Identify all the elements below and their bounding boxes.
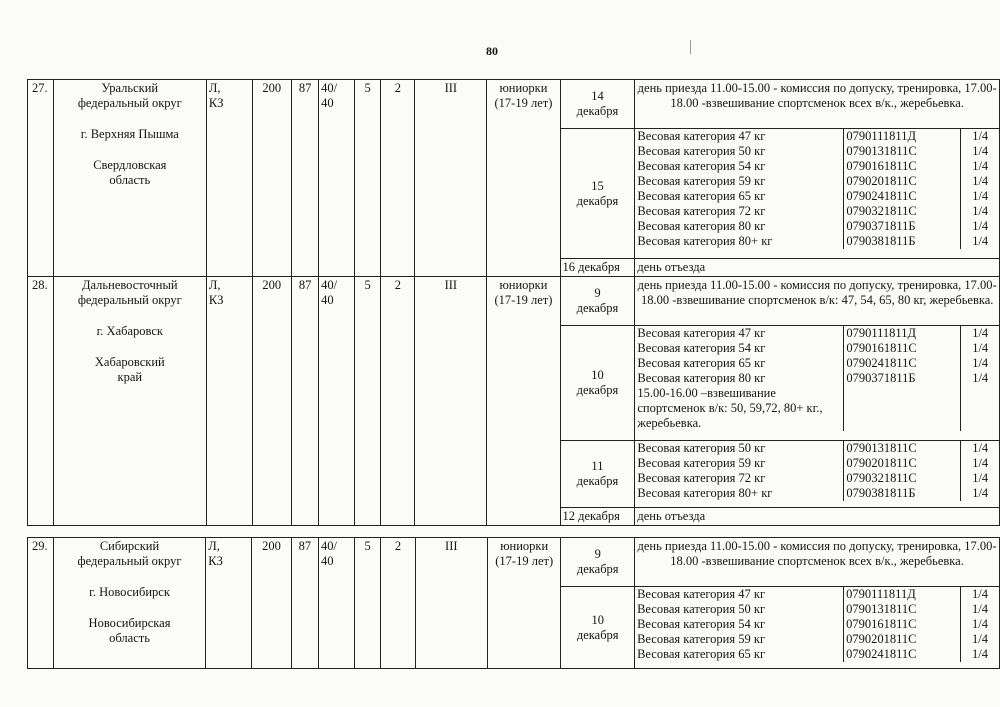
type-line: Л,	[208, 81, 221, 95]
date-day: 9	[594, 286, 601, 300]
date-month: декабря	[576, 474, 619, 488]
entry-col-3: 200	[252, 80, 292, 277]
category-name: Весовая категория 50 кг	[635, 602, 844, 617]
empty-cell	[961, 386, 999, 431]
category-row	[635, 617, 999, 632]
category-fraction: 1/4	[972, 371, 989, 385]
region-line: Новосибирская	[88, 616, 171, 630]
category-code: 0790161811С	[844, 159, 961, 174]
day-notice: день отъезда	[635, 259, 1000, 277]
category-fraction: 1/4	[972, 204, 989, 218]
category-fraction: 1/4	[972, 486, 989, 500]
category-fraction: 1/4	[972, 587, 989, 602]
district-line: Сибирский	[99, 539, 160, 553]
category-fraction: 1/4	[972, 456, 989, 470]
entry-col-5	[319, 80, 355, 277]
category-row	[635, 587, 999, 602]
entry-number: 28.	[28, 277, 54, 526]
day-date	[560, 441, 635, 508]
entry-col-6: 5	[354, 80, 381, 277]
category-name: Весовая категория 47 кг	[635, 587, 844, 602]
age-line: (17-19 лет)	[494, 293, 553, 307]
day-notice: день приезда 11.00-15.00 - комиссия по допуску, тренировка, 17.00-18.00 -взвешивание спортсменок всех в/к., жеребьевка.	[635, 80, 1000, 129]
category-fraction: 1/4	[972, 129, 989, 143]
category-table	[635, 326, 999, 431]
col5-line: 40/	[321, 81, 338, 95]
category-name: Весовая категория 54 кг	[635, 341, 844, 356]
category-name: Весовая категория 72 кг	[635, 471, 844, 486]
day-notice: день отъезда	[635, 508, 1000, 526]
type-line: КЗ	[208, 293, 224, 307]
category-name: Весовая категория 80 кг	[635, 371, 844, 386]
category-fraction: 1/4	[972, 632, 989, 647]
district-line: федеральный округ	[77, 554, 182, 568]
category-row	[635, 356, 999, 371]
category-code: 0790161811С	[844, 341, 961, 356]
day-date	[560, 277, 635, 326]
region-line: край	[117, 370, 143, 384]
entry-rank: III	[415, 80, 487, 277]
category-name: Весовая категория 65 кг	[635, 189, 844, 204]
category-row	[635, 632, 999, 647]
category-fraction: 1/4	[972, 144, 989, 158]
category-row	[635, 486, 999, 501]
weigh-in-note	[635, 386, 844, 431]
category-row	[635, 326, 999, 341]
category-table	[635, 441, 999, 501]
entry-number: 29.	[28, 538, 54, 669]
category-code: 0790111811Д	[844, 326, 961, 341]
day-notice: день приезда 11.00-15.00 - комиссия по допуску, тренировка, 17.00-18.00 -взвешивание спортсменок в/к: 47, 54, 65, 80 кг, жеребьевка.	[635, 277, 1000, 326]
entry-age	[487, 277, 560, 526]
entry-district	[53, 538, 206, 669]
category-code: 0790201811С	[844, 174, 961, 189]
date-day: 10	[591, 368, 604, 382]
schedule-table-upper	[27, 79, 1000, 526]
category-fraction: 1/4	[972, 441, 989, 455]
category-table	[635, 129, 999, 249]
col5-line: 40	[321, 96, 334, 110]
region-line: область	[109, 173, 151, 187]
entry-rank: III	[415, 538, 487, 669]
city-name: г. Верхняя Пышма	[80, 127, 179, 141]
entry-col-6: 5	[354, 538, 381, 669]
date-month: декабря	[576, 193, 619, 208]
category-row	[635, 219, 999, 234]
entry-district	[53, 80, 206, 277]
date-month: декабря	[576, 627, 619, 642]
age-line: (17-19 лет)	[494, 96, 553, 110]
district-line: федеральный округ	[77, 96, 182, 110]
district-line: федеральный округ	[77, 293, 182, 307]
region-line: Свердловская	[93, 158, 167, 172]
district-line: Дальневосточный	[82, 278, 178, 292]
date-month: декабря	[576, 301, 619, 315]
type-line: КЗ	[208, 96, 224, 110]
category-fraction: 1/4	[972, 602, 989, 617]
entry-type	[206, 80, 252, 277]
category-code: 0790381811Б	[844, 234, 961, 249]
date-month: декабря	[576, 383, 619, 397]
category-list	[635, 129, 1000, 259]
category-row	[635, 174, 999, 189]
category-name: Весовая категория 54 кг	[635, 617, 844, 632]
category-list	[635, 326, 1000, 441]
entry-row-28	[28, 277, 1000, 326]
category-name: Весовая категория 50 кг	[635, 441, 844, 456]
category-row	[635, 341, 999, 356]
date-day: 11	[591, 459, 604, 473]
category-list	[635, 587, 1000, 669]
day-date	[561, 587, 635, 669]
region-line: область	[109, 631, 150, 645]
schedule-table-lower	[27, 537, 1000, 669]
category-code: 0790131811С	[844, 441, 961, 456]
category-name: Весовая категория 54 кг	[635, 159, 844, 174]
category-row	[635, 189, 999, 204]
age-line: юниорки	[499, 278, 548, 292]
category-fraction: 1/4	[972, 234, 989, 248]
category-list	[635, 441, 1000, 508]
category-code: 0790111811Д	[844, 587, 961, 602]
category-row	[635, 234, 999, 249]
entry-col-5	[318, 538, 354, 669]
col5-line: 40/	[321, 278, 338, 292]
category-name: Весовая категория 80+ кг	[635, 486, 844, 501]
category-name: Весовая категория 50 кг	[635, 144, 844, 159]
category-code: 0790131811С	[844, 144, 961, 159]
age-line: юниорки	[500, 539, 549, 553]
category-name: Весовая категория 65 кг	[635, 647, 844, 662]
category-name: Весовая категория 47 кг	[635, 129, 844, 144]
entry-age	[488, 538, 561, 669]
category-fraction: 1/4	[972, 219, 989, 233]
empty-cell	[844, 386, 961, 431]
region-line: Хабаровский	[94, 355, 165, 369]
category-name: Весовая категория 47 кг	[635, 326, 844, 341]
category-code: 0790241811С	[844, 356, 961, 371]
entry-col-7: 2	[381, 538, 415, 669]
entry-number: 27.	[28, 80, 54, 277]
category-code: 0790131811С	[844, 602, 961, 617]
category-row	[635, 471, 999, 486]
type-line: Л,	[208, 278, 221, 292]
category-code: 0790321811С	[844, 471, 961, 486]
weigh-in-note-text: 15.00-16.00 –взвешивание спортсменок в/к: 50, 59,72, 80+ кг., жеребьевка.	[637, 386, 823, 430]
category-code: 0790201811С	[844, 456, 961, 471]
entry-type	[206, 538, 252, 669]
date-day: 10	[591, 612, 604, 627]
day-date	[561, 538, 635, 587]
entry-row-27	[28, 80, 1000, 129]
entry-col-6: 5	[354, 277, 381, 526]
category-row	[635, 144, 999, 159]
category-row	[635, 602, 999, 617]
date-month: декабря	[576, 562, 619, 577]
category-row	[635, 441, 999, 456]
category-fraction: 1/4	[972, 617, 989, 632]
entry-age	[487, 80, 560, 277]
entry-col-5	[319, 277, 355, 526]
entry-rank: III	[415, 277, 487, 526]
category-code: 0790381811Б	[844, 486, 961, 501]
category-name: Весовая категория 65 кг	[635, 356, 844, 371]
entry-col-3: 200	[252, 277, 292, 526]
category-fraction: 1/4	[972, 326, 989, 340]
category-name: Весовая категория 59 кг	[635, 174, 844, 189]
day-notice: день приезда 11.00-15.00 - комиссия по допуску, тренировка, 17.00-18.00 -взвешивание спортсменок всех в/к., жеребьевка.	[635, 538, 1000, 587]
category-name: Весовая категория 80+ кг	[635, 234, 844, 249]
category-row	[635, 129, 999, 144]
city-name: г. Новосибирск	[89, 585, 170, 599]
date-day: 15	[591, 178, 604, 193]
category-row	[635, 371, 999, 386]
category-name: Весовая категория 59 кг	[635, 632, 844, 647]
category-code: 0790161811С	[844, 617, 961, 632]
entry-col-4: 87	[292, 277, 319, 526]
category-row	[635, 204, 999, 219]
category-name: Весовая категория 72 кг	[635, 204, 844, 219]
entry-col-7: 2	[381, 277, 415, 526]
day-date	[560, 80, 635, 129]
page-number: 80	[486, 44, 498, 58]
entry-col-3: 200	[252, 538, 292, 669]
entry-col-4: 87	[292, 80, 319, 277]
category-code: 0790201811С	[844, 632, 961, 647]
category-fraction: 1/4	[972, 174, 989, 188]
category-fraction: 1/4	[972, 159, 989, 173]
city-name: г. Хабаровск	[96, 324, 163, 338]
category-fraction: 1/4	[972, 356, 989, 370]
category-name: Весовая категория 80 кг	[635, 219, 844, 234]
age-line: юниорки	[499, 81, 548, 95]
district-line: Уральский	[101, 81, 159, 95]
entry-type	[206, 277, 252, 526]
category-fraction: 1/4	[972, 341, 989, 355]
category-code: 0790321811С	[844, 204, 961, 219]
category-row	[635, 159, 999, 174]
category-code: 0790241811С	[844, 189, 961, 204]
entry-district	[53, 277, 206, 526]
day-date: 16 декабря	[560, 259, 635, 277]
category-code: 0790371811Б	[844, 219, 961, 234]
day-date: 12 декабря	[560, 508, 635, 526]
type-line: Л,	[208, 539, 220, 553]
category-name: Весовая категория 59 кг	[635, 456, 844, 471]
col5-line: 40	[320, 554, 334, 568]
category-code: 0790371811Б	[844, 371, 961, 386]
day-date	[560, 129, 635, 259]
category-fraction: 1/4	[972, 647, 989, 662]
date-day: 9	[594, 547, 601, 562]
entry-row-29	[28, 538, 1000, 587]
category-fraction: 1/4	[972, 189, 989, 203]
category-fraction: 1/4	[972, 471, 989, 485]
date-month: декабря	[576, 104, 619, 118]
category-code: 0790241811С	[844, 647, 961, 662]
col5-line: 40/	[320, 539, 337, 553]
type-line: КЗ	[208, 554, 223, 568]
scan-artifact	[690, 40, 691, 54]
category-table	[635, 587, 999, 662]
entry-col-7: 2	[381, 80, 415, 277]
col5-line: 40	[321, 293, 334, 307]
category-row	[635, 647, 999, 662]
age-line: (17-19 лет)	[495, 554, 554, 568]
day-date	[560, 326, 635, 441]
entry-col-4: 87	[291, 538, 318, 669]
category-row	[635, 456, 999, 471]
category-extra-row	[635, 386, 999, 431]
date-day: 14	[591, 89, 604, 103]
category-code: 0790111811Д	[844, 129, 961, 144]
